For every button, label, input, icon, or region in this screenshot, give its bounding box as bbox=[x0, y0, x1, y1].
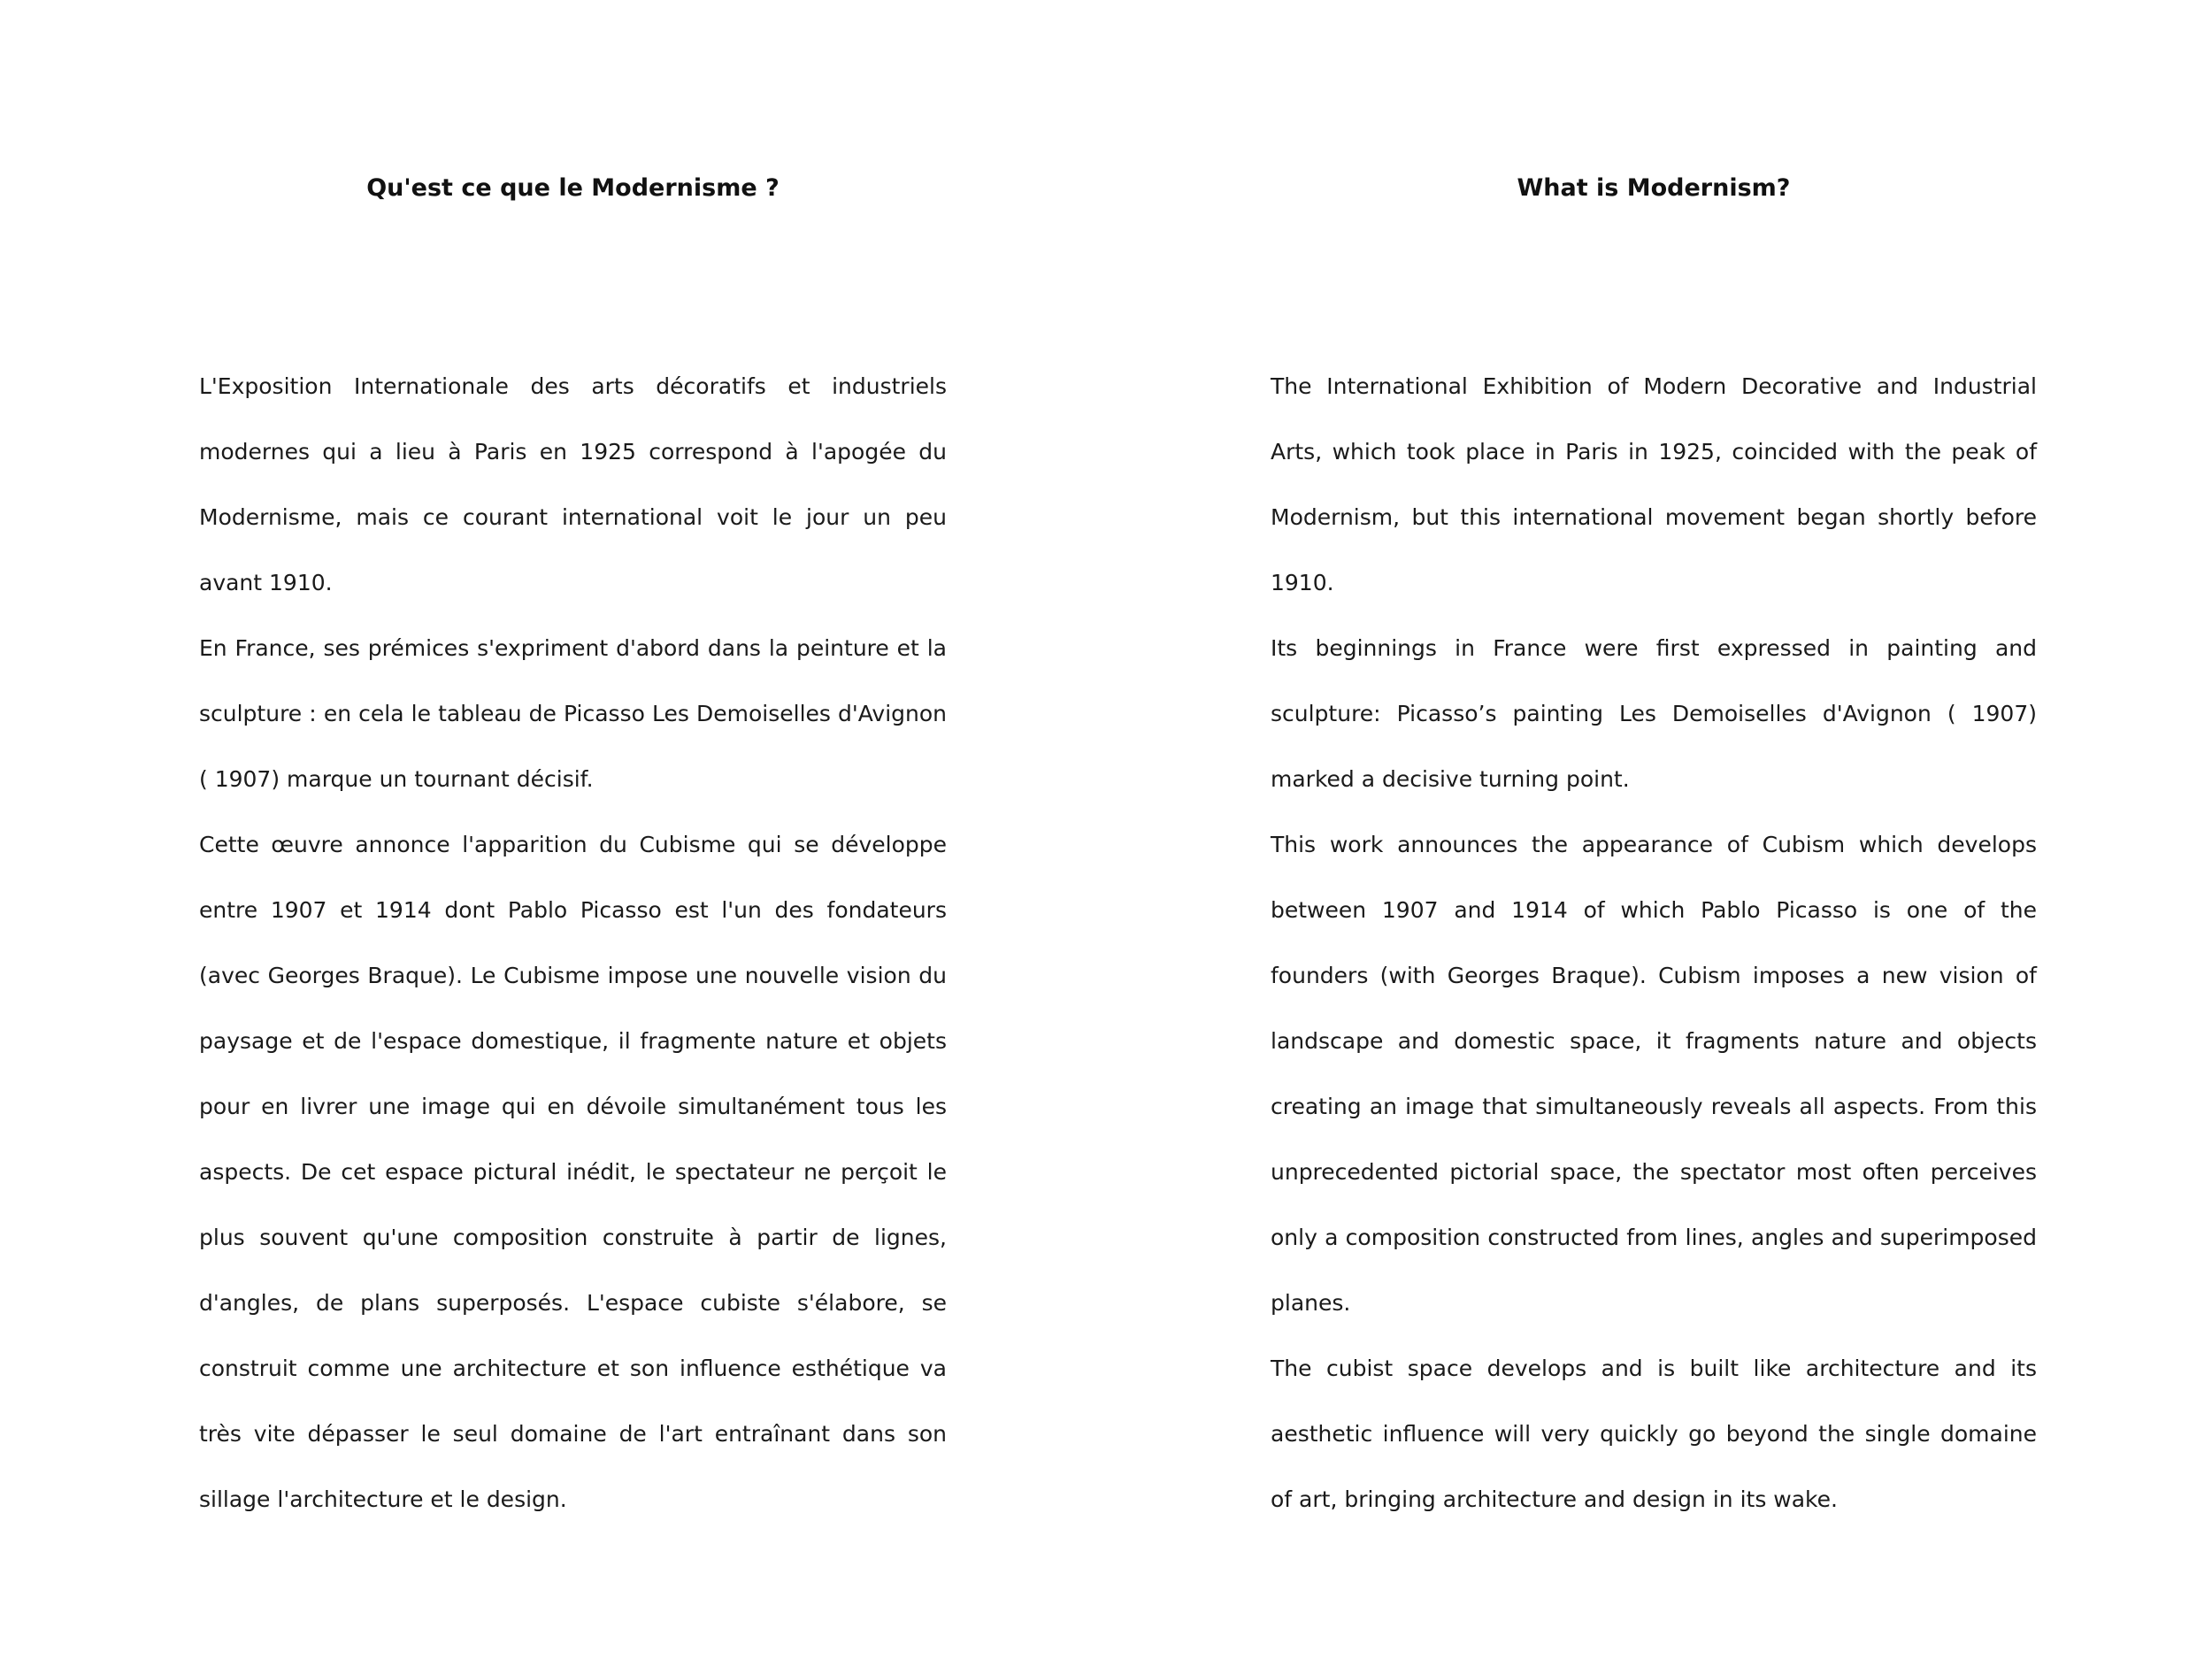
english-paragraph: Its beginnings in France were first expressed in painting and sculpture: Picasso’s painting Les Demoiselles d'Avignon ( 1907) marked a decisive turning point. bbox=[1271, 635, 2037, 792]
english-title: What is Modernism? bbox=[1517, 174, 1791, 202]
english-paragraph: The International Exhibition of Modern Decorative and Industrial Arts, which took place in Paris in 1925, coincided with the peak of Modernism, but this international movement began shortly before 1910. bbox=[1271, 373, 2037, 595]
english-body bbox=[1271, 354, 2037, 1532]
french-title: Qu'est ce que le Modernisme ? bbox=[366, 174, 780, 202]
french-paragraph: Cette œuvre annonce l'apparition du Cubisme qui se développe entre 1907 et 1914 dont Pablo Picasso est l'un des fondateurs (avec Georges Braque). Le Cubisme impose une nouvelle vision du paysage et de l'espace domestique, il fragmente nature et objets pour en livrer une image qui en dévoile simultanément tous les aspects. De cet espace pictural inédit, le spectateur ne perçoit le plus souvent qu'une composition construite à partir de lignes, d'angles, de plans superposés. L'espace cubiste s'élabore, se construit comme une architecture et son influence esthétique va très vite dépasser le seul domaine de l'art entraînant dans son sillage l'architecture et le design. bbox=[199, 832, 947, 1512]
french-paragraph: En France, ses prémices s'expriment d'abord dans la peinture et la sculpture : en cela le tableau de Picasso Les Demoiselles d'Avignon ( 1907) marque un tournant décisif. bbox=[199, 635, 947, 792]
french-paragraph: L'Exposition Internationale des arts décoratifs et industriels modernes qui a lieu à Paris en 1925 correspond à l'apogée du Modernisme, mais ce courant international voit le jour un peu avant 1910. bbox=[199, 373, 947, 595]
english-paragraph: The cubist space develops and is built like architecture and its aesthetic influence will very quickly go beyond the single domaine of art, bringing architecture and design in its wake. bbox=[1271, 1356, 2037, 1512]
french-body bbox=[199, 354, 947, 1532]
english-paragraph: This work announces the appearance of Cubism which develops between 1907 and 1914 of which Pablo Picasso is one of the founders (with Georges Braque). Cubism imposes a new vision of landscape and domestic space, it fragments nature and objects creating an image that simultaneously reveals all aspects. From this unprecedented pictorial space, the spectator most often perceives only a composition constructed from lines, angles and superimposed planes. bbox=[1271, 832, 2037, 1316]
